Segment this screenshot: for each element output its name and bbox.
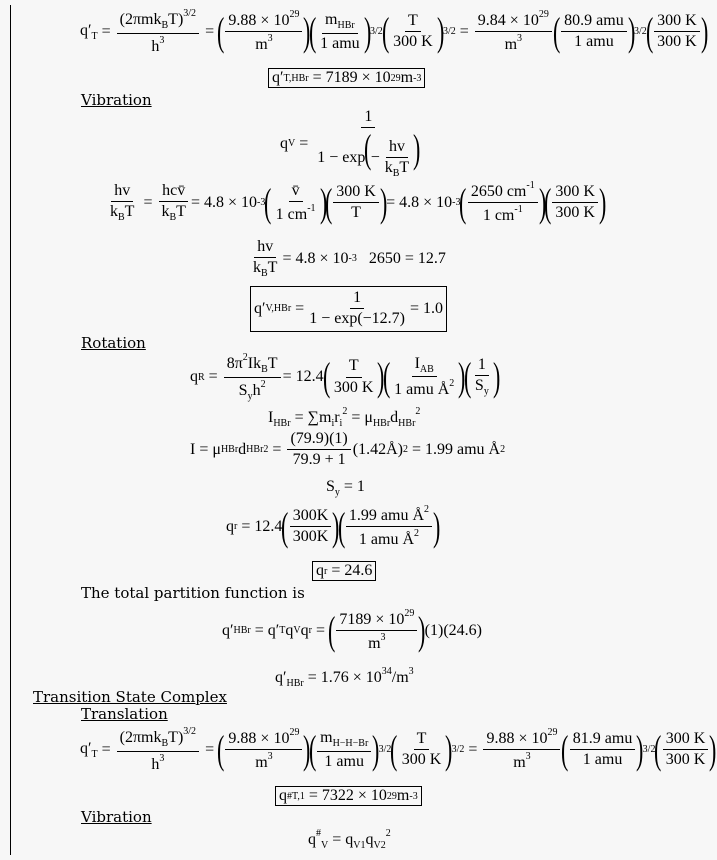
translation-hbr-equation: $q'_T$ = $\frac{(2\pi mk_BT)^{3/2}}{h^3}$ = ( $\frac{9.88 \times 10^{29}}{m^3}$ ) ( $\frac{m_{HBr}}{\text{1 amu}}$ ) 3/2 ( $\frac{T}{300 K}$ ) 3/2 = $\frac{9.84 \times 10^{29}}{m^3}$ ( $\frac{\text{80.9 amu}}{\text{1 amu}}$ ) 3/2 ( $\frac{300 K}{300 K}$ ) (80, 8, 709, 55)
moment-of-inertia-definition: $I_{HBr} = \sum m_ir_i^2 = \mu_{HBr}d_{HBr}^2$ (268, 406, 421, 429)
transition-state-heading: Transition State Complex (33, 688, 227, 706)
symmetry-number: $S_y = 1$ (326, 478, 365, 498)
vibration-hbr-equation: q V = 1 1 − exp(− $\frac{hv}{k_BT}$ ) (280, 108, 421, 180)
moment-of-inertia-value: I = μ HBr d HBr 2 = $\frac{(79.9)(1)}{79.9 + 1}$ (1.42Å) 2 = 1.99 amu Å 2 (190, 430, 506, 469)
ts-translation-heading: Translation (81, 705, 168, 723)
rotation-hbr-result: q r = 24.6 (312, 561, 376, 581)
ts-translation-result: q # T,1 = 7322 × 10 29 m -3 (275, 786, 422, 806)
rotation-heading: Rotation (81, 334, 146, 352)
vibration-hbr-evaluation: $\frac{hv}{k_BT}$ = $\frac{\text{hcv̄}}{k_BT}$ = 4.8 × 10 -3 ( $\frac{v̄}{1 cm^{-1}}$ ) ( $\frac{300 K}{T}$ ) = 4.8 × 10 -3 ( $\frac{2650 cm^{-1}}{1 cm^{-1}}$ ) ( $\frac{300 K}{300 K}$ ) (110, 179, 607, 225)
vibration-heading: Vibration (81, 91, 152, 109)
vibration-hbr-result: q′ V,HBr = $\frac{1}{1 - \exp(-12.7)}$ = 1.0 (250, 286, 447, 332)
ts-vibration-heading: Vibration (81, 808, 152, 826)
ts-vibration-equation: $q^{\#}_V = q_{V1}q_{V2}^2$ (308, 828, 391, 851)
translation-hbr-result: q′ T,HBr = 7189 × 10 29 m -3 (268, 68, 425, 88)
ts-translation-equation: $q'_T$ = $\frac{(2\pi mk_BT)^{3/2}}{h^3}$ = ( $\frac{9.88 \times 10^{29}}{m^3}$ ) ( $\frac{m_{H-H-Br}}{\text{1 amu}}$ ) 3/2 ( $\frac{T}{300 K}$ ) 3/2 = $\frac{9.88 \times 10^{29}}{m^3}$ ( $\frac{\text{81.9 amu}}{\text{1 amu}}$ ) 3/2 ( $\frac{300 K}{300 K}$ ) (80, 726, 717, 773)
left-margin-rule (10, 5, 11, 855)
total-partition-text: The total partition function is (81, 584, 305, 602)
rotation-hbr-equation: q R = $\frac{8\pi^2Ik_BT}{S_yh^2}$ = 12.4 ( $\frac{T}{300 K}$ ) ( $\frac{I_{AB}}{1 amu Å^2}$ ) ( $\frac{1}{S_y}$ ) (190, 352, 501, 402)
total-hbr-equation: q′ HBr = q′ T q V q r = ( $\frac{7189 \times 10^{29}}{m^3}$ ) (1)(24.6) (222, 607, 482, 653)
vibration-hbr-exponent: $\frac{hv}{k_BT}$ = 4.8 × 10 -3 2650 = 12.7 (253, 238, 446, 280)
total-hbr-result: $q'_{HBr} = 1.76 \times 10^{34}/m^3$ (275, 666, 414, 689)
rotation-hbr-evaluation: q r = 12.4 ( $\frac{300K}{300K}$ ) ( $\frac{1.99 amu Å^2}{1 amu Å^2}$ ) (226, 503, 441, 549)
